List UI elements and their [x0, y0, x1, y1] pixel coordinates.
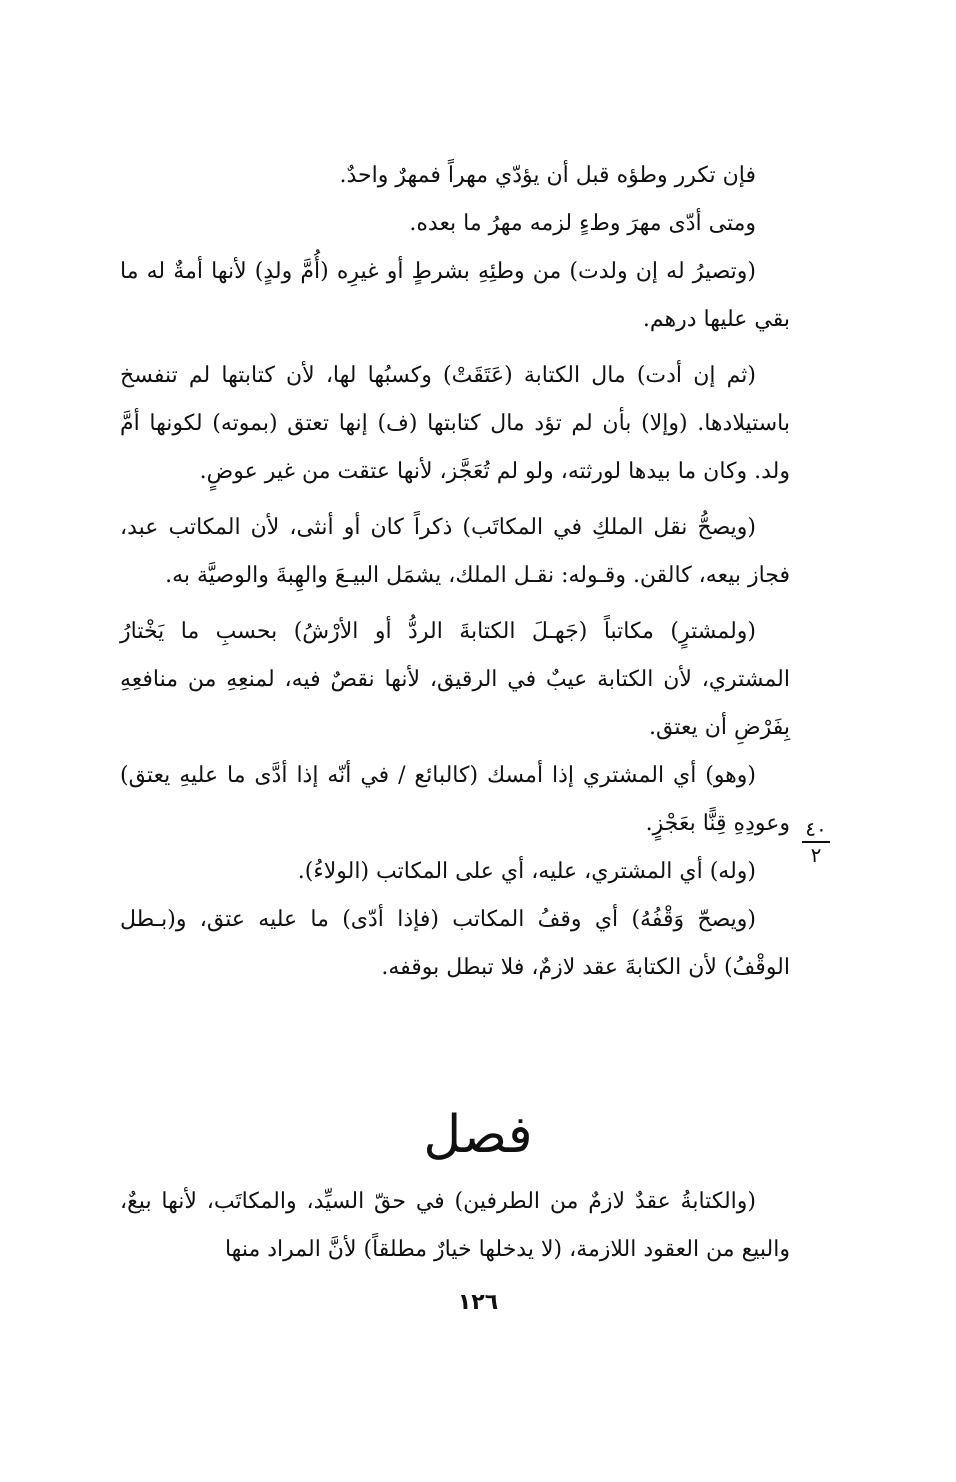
- paragraph-5: (ويصحُّ نقل الملكِ في المكاتَب) ذكراً كان أو أنثى، لأن المكاتب عبد، فجاز بيعه، كالقن. وقـوله: نقـل الملك، يشمَل البيـعَ والهِبةَ والوصيَّة به.: [120, 515, 790, 588]
- paragraph-3: (وتصيرُ له إن ولدت) من وطئِهِ بشرطٍ أو غيرِه (أُمَّ ولدٍ) لأنها أمةٌ له ما بقي عليها درهم.: [120, 259, 790, 332]
- paragraph-1: فإن تكرر وطؤه قبل أن يؤدّي مهراً فمهرٌ واحدٌ.: [339, 163, 756, 188]
- margin-note: [798, 818, 834, 866]
- paragraph-7: (وهو) أي المشتري إذا أمسك (كالبائع / في أنّه إذا أدَّى ما عليهِ يعتق) وعودِهِ قِنًّا بعَجْزٍ.: [120, 763, 790, 836]
- page-number: ١٢٦: [457, 1290, 499, 1315]
- section-text: [120, 1178, 790, 1274]
- paragraph-6: (ولمشترٍ) مكاتباً (جَهـلَ الكتابةَ الردُّ أو الأرْشُ) بحسبِ ما يَخْتارُ المشتري، لأن الكتابة عيبٌ في الرقيق، لأنها نقصٌ فيه، لمنعِهِ من منافعِهِ بِفَرْضِ أن يعتق.: [120, 619, 790, 740]
- margin-note-top: ٤٠: [805, 817, 827, 841]
- paragraph-4: (ثم إن أدت) مال الكتابة (عَتَقَتْ) وكسبُها لها، لأن كتابتها لم تنفسخ باستيلادها. (وإلا) بأن لم تؤد مال كتابتها (ف) إنها تعتق (بموته) لكونها أمَّ ولد. وكان ما بيدها لورثته، ولو لم تُعَجَّز، لأنها عتقت من غير عوضٍ.: [120, 363, 790, 484]
- main-text: [120, 152, 790, 992]
- section-paragraph: (والكتابةُ عقدٌ لازمٌ من الطرفين) في حقّ السيِّد، والمكاتَب، لأنها بيعٌ، والبيع من العقود اللازمة، (لا يدخلها خيارٌ مطلقاً) لأنَّ المراد منها: [120, 1189, 790, 1262]
- section-heading: فصل: [423, 1105, 533, 1165]
- paragraph-9: (ويصحّ وَقْفُهُ) أي وقفُ المكاتب (فإذا أدّى) ما عليه عتق، و(بـطل الوقْفُ) لأن الكتابةَ عقد لازمٌ، فلا تبطل بوقفه.: [120, 907, 790, 980]
- margin-note-bottom: ٢: [810, 843, 822, 867]
- paragraph-2: ومتى أدّى مهرَ وطءٍ لزمه مهرُ ما بعده.: [409, 211, 756, 236]
- paragraph-8: (وله) أي المشتري، عليه، أي على المكاتب (الولاءُ).: [297, 859, 756, 884]
